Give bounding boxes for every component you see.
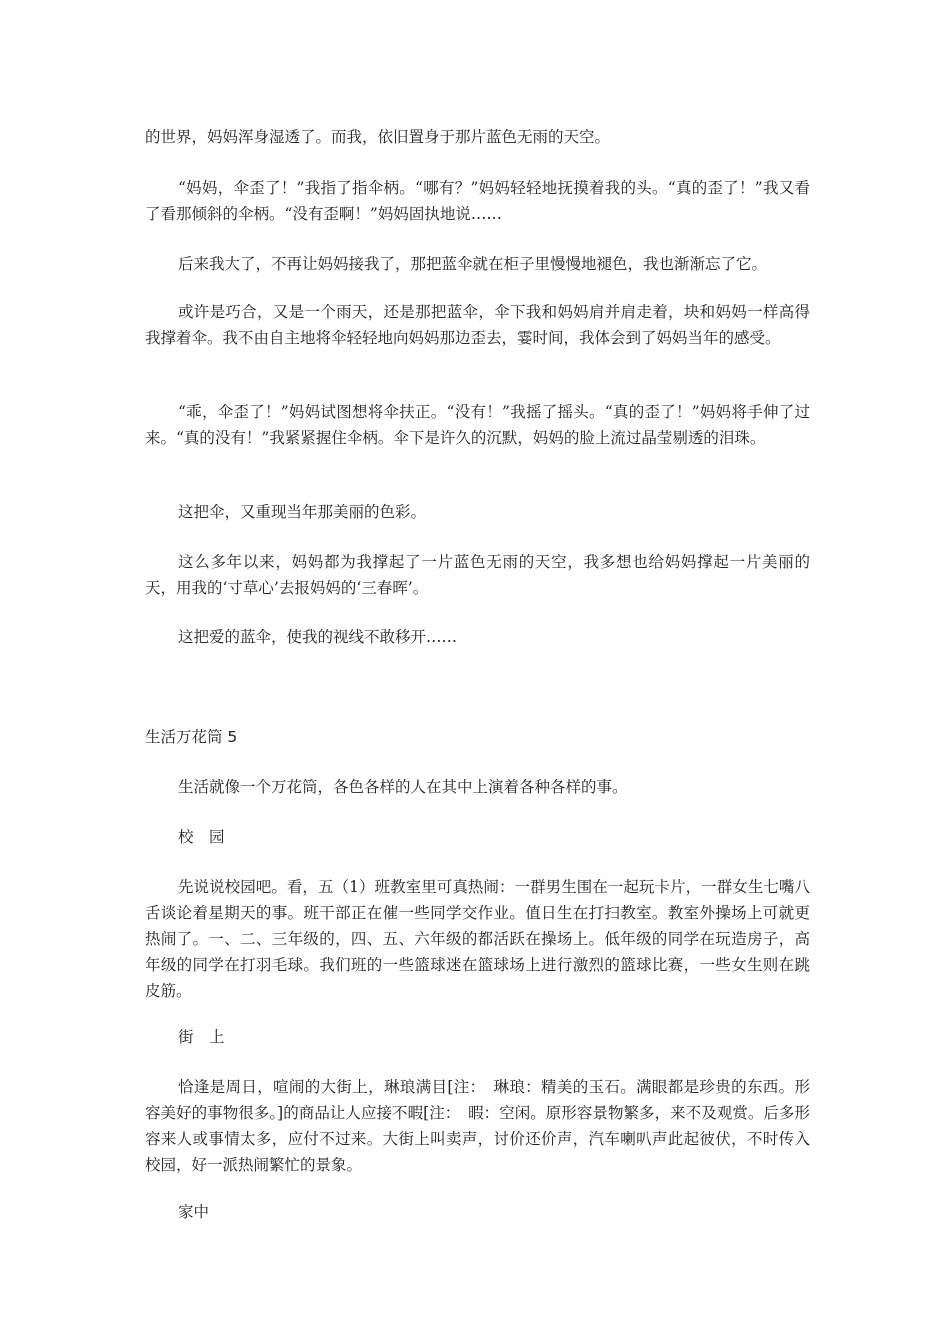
paragraph-6: 这把伞，又重现当年那美丽的色彩。	[178, 503, 427, 521]
paragraph-8: 这把爱的蓝伞，使我的视线不敢移开……	[178, 628, 458, 646]
section-title: 生活万花筒 5	[145, 728, 238, 746]
paragraph-7: 这么多年以来，妈妈都为我撑起了一片蓝色无雨的天空，我多想也给妈妈撑起一片美丽的天，用我的‘寸草心’去报妈妈的‘三春晖’。	[145, 553, 810, 597]
paragraph-1: 的世界，妈妈浑身湿透了。而我，依旧置身于那片蓝色无雨的天空。	[145, 128, 611, 146]
paragraph-5: “乖，伞歪了！”妈妈试图想将伞扶正。“没有！”我摇了摇头。“真的歪了！”妈妈将手伸了过来。“真的没有！”我紧紧握住伞柄。伞下是许久的沉默，妈妈的脸上流过晶莹剔透的泪珠。	[145, 403, 810, 447]
subheading-home: 家中	[178, 1203, 210, 1221]
section-intro: 生活就像一个万花筒，各色各样的人在其中上演着各种各样的事。	[178, 778, 628, 796]
subheading-street: 街 上	[178, 1028, 225, 1046]
paragraph-street: 恰逢是周日，喧闹的大街上，琳琅满目[注： 琳琅：精美的玉石。满眼都是珍贵的东西。形容美好的事物很多。]的商品让人应接不暇[注： 暇：空闲。原形容景物繁多，来不及观赏。后多形容来人或事情太多，应付不过来。大街上叫卖声，讨价还价声，汽车喇叭声此起彼伏，不时传入校园，好一派热闹繁忙的景象。	[145, 1078, 810, 1174]
paragraph-3: 后来我大了，不再让妈妈接我了，那把蓝伞就在柜子里慢慢地褪色，我也渐渐忘了它。	[178, 255, 768, 273]
paragraph-campus: 先说说校园吧。看，五（1）班教室里可真热闹：一群男生围在一起玩卡片，一群女生七嘴八舌谈论着星期天的事。班干部正在催一些同学交作业。值日生在打扫教室。教室外操场上可就更热闹了。一、二、三年级的，四、五、六年级的都活跃在操场上。低年级的同学在玩造房子，高年级的同学在打羽毛球。我们班的一些篮球迷在篮球场上进行激烈的篮球比赛，一些女生则在跳皮筋。	[145, 878, 810, 1000]
subheading-campus: 校 园	[178, 828, 225, 846]
paragraph-4: 或许是巧合，又是一个雨天，还是那把蓝伞，伞下我和妈妈肩并肩走着，块和妈妈一样高得我撑着伞。我不由自主地将伞轻轻地向妈妈那边歪去，霎时间，我体会到了妈妈当年的感受。	[145, 303, 810, 347]
paragraph-2: “妈妈，伞歪了！”我指了指伞柄。“哪有？”妈妈轻轻地抚摸着我的头。“真的歪了！”我又看了看那倾斜的伞柄。“没有歪啊！”妈妈固执地说……	[145, 179, 810, 223]
